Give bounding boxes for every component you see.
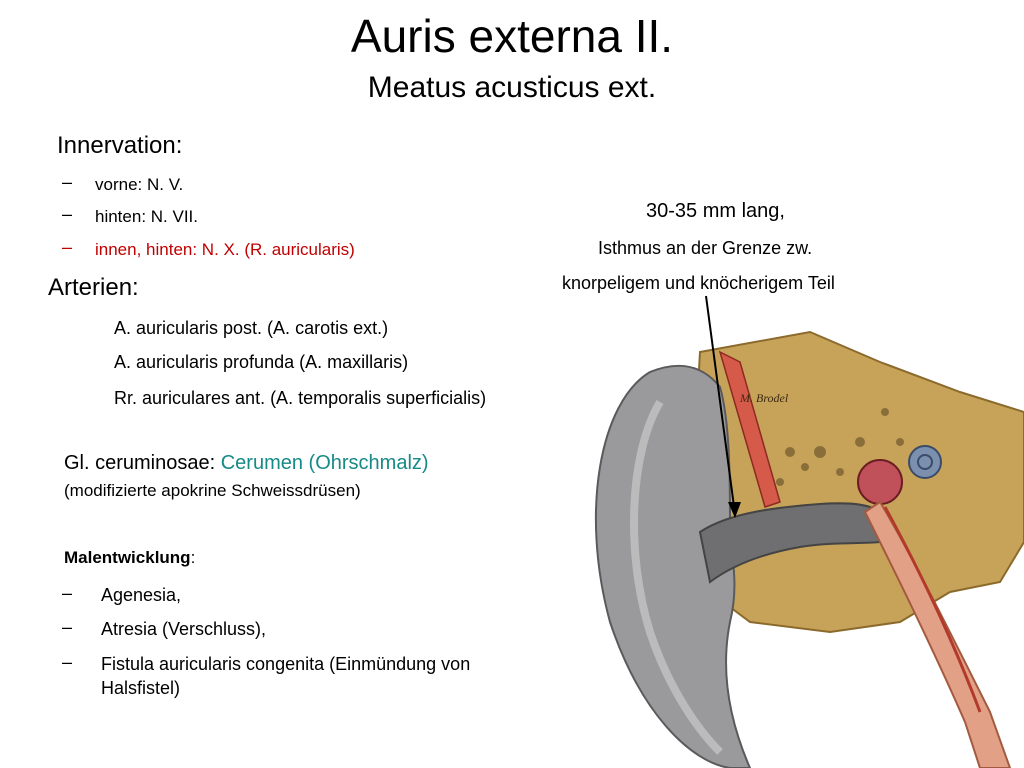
arterien-heading: Arterien: [48,274,139,301]
canal-length-label: 30-35 mm lang, [646,200,785,222]
dash-bullet: – [62,237,73,257]
malentwicklung-title: Malentwicklung [64,548,191,567]
artery-item: Rr. auriculares ant. (A. temporalis superficialis) [114,388,487,408]
glands-note: (modifizierte apokrine Schweissdrüsen) [64,481,361,500]
ear-anatomy-illustration [580,292,1024,768]
isthmus-label-line2: knorpeligem und knöcherigem Teil [562,273,835,293]
glands-line [64,452,429,475]
innervation-item: hinten: N. VII. [95,207,198,226]
malentwicklung-item: Agenesia, [101,585,182,605]
dash-bullet: – [62,172,73,192]
innervation-item-highlighted: innen, hinten: N. X. (R. auricularis) [95,240,355,259]
isthmus-label-line1: Isthmus an der Grenze zw. [598,238,813,258]
slide-subtitle: Meatus acusticus ext. [367,71,657,104]
malentwicklung-item: Atresia (Verschluss), [101,619,267,639]
innervation-heading: Innervation: [57,132,183,159]
glands-label: Gl. ceruminosae: [64,452,221,474]
malentwicklung-colon: : [190,548,196,567]
illustrator-signature: M. Brodel [740,391,789,405]
dash-bullet: – [62,617,73,637]
malentwicklung-item-continuation: Halsfistel) [101,678,181,698]
dash-bullet: – [62,583,73,603]
artery-item: A. auricularis post. (A. carotis ext.) [114,318,389,338]
malentwicklung-item: Fistula auricularis congenita (Einmündung von [101,654,471,674]
dash-bullet: – [62,204,73,224]
slide-title: Auris externa II. [350,10,674,62]
malentwicklung-heading [64,548,195,568]
glands-highlight: Cerumen (Ohrschmalz) [220,452,429,474]
innervation-item: vorne: N. V. [95,175,184,194]
dash-bullet: – [62,652,73,672]
artery-item: A. auricularis profunda (A. maxillaris) [114,352,409,372]
